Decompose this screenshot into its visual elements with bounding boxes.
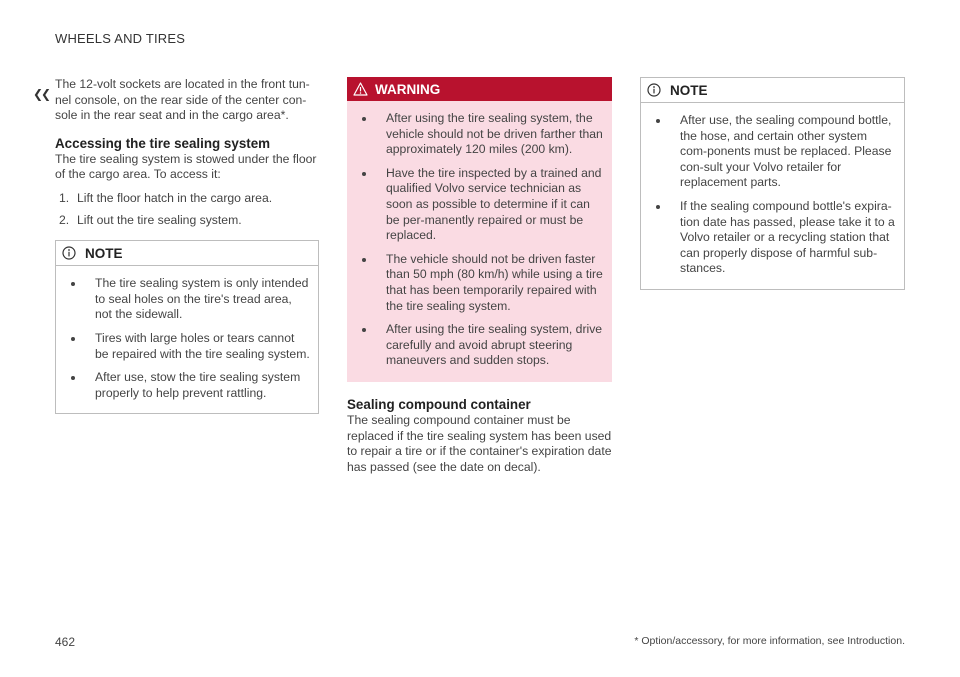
section-title: WHEELS AND TIRES [55,31,186,46]
note-header [641,78,904,103]
note-box-right [640,77,905,290]
list-item: 1. Lift the floor hatch in the cargo area. [59,190,273,205]
list-item: 2. Lift out the tire sealing system. [59,212,242,227]
list-item: The vehicle should not be driven faster than 50 mph (80 km/h) while using a tire that has been temporarily repaired with the tire sealing system. [355,252,604,314]
intro-paragraph: The 12-volt sockets are located in the front tun- nel console, on the rear side of the center con- sole in the rear seat and in the cargo area*. [55,77,310,123]
back-chevrons-icon[interactable]: ❮❮ [33,87,50,101]
list-item: Tires with large holes or tears cannot be repaired with the tire sealing system. [64,331,310,362]
column-middle [347,77,612,475]
warning-list [347,101,612,382]
warning-triangle-icon [353,82,368,96]
list-item: Have the tire inspected by a trained and qualified Volvo service technician as soon as possible to determine if it can be per-manently repaired or must be replaced. [355,166,604,244]
heading-sealing-compound: Sealing compound container [347,396,531,412]
info-circle-icon [62,246,76,260]
warning-header [347,77,612,101]
steps-list [55,191,319,228]
note-header [56,241,318,266]
list-item: The tire sealing system is only intended to seal holes on the tire's tread area, not the sidewall. [64,276,310,323]
note-title: NOTE [85,245,123,261]
info-circle-icon [647,83,661,97]
list-item: After using the tire sealing system, drive carefully and avoid abrupt steering maneuvers and sudden stops. [355,322,604,369]
note-box-left [55,240,319,414]
list-item: After use, the sealing compound bottle, the hose, and certain other system com-ponents must be replaced. Please con-sult your Volvo retailer for replacement parts. [649,113,896,191]
footnote: * Option/accessory, for more information, see Introduction. [634,635,905,647]
heading-accessing: Accessing the tire sealing system [55,135,271,151]
list-item: If the sealing compound bottle's expira-tion date has passed, please take it to a Volvo retailer or a recycling station that can properly dispose of harmful sub-stances. [649,199,896,277]
list-item: After use, stow the tire sealing system properly to help prevent rattling. [64,370,310,401]
warning-title: WARNING [375,81,441,97]
note-title: NOTE [670,82,708,98]
column-right [640,77,905,290]
page-number: 462 [55,635,76,649]
list-item: After using the tire sealing system, the vehicle should not be driven farther than approximately 120 miles (200 km). [355,111,604,158]
note-list [641,103,904,289]
sealing-compound-body: The sealing compound container must be replaced if the tire sealing system has been used to repair a tire or if the container's expiration date has passed (see the date on decal). [347,412,612,474]
note-list [56,266,318,413]
accessing-body: The tire sealing system is stowed under the floor of the cargo area. To access it: [55,151,317,182]
warning-box [347,77,612,382]
column-left [55,77,319,414]
